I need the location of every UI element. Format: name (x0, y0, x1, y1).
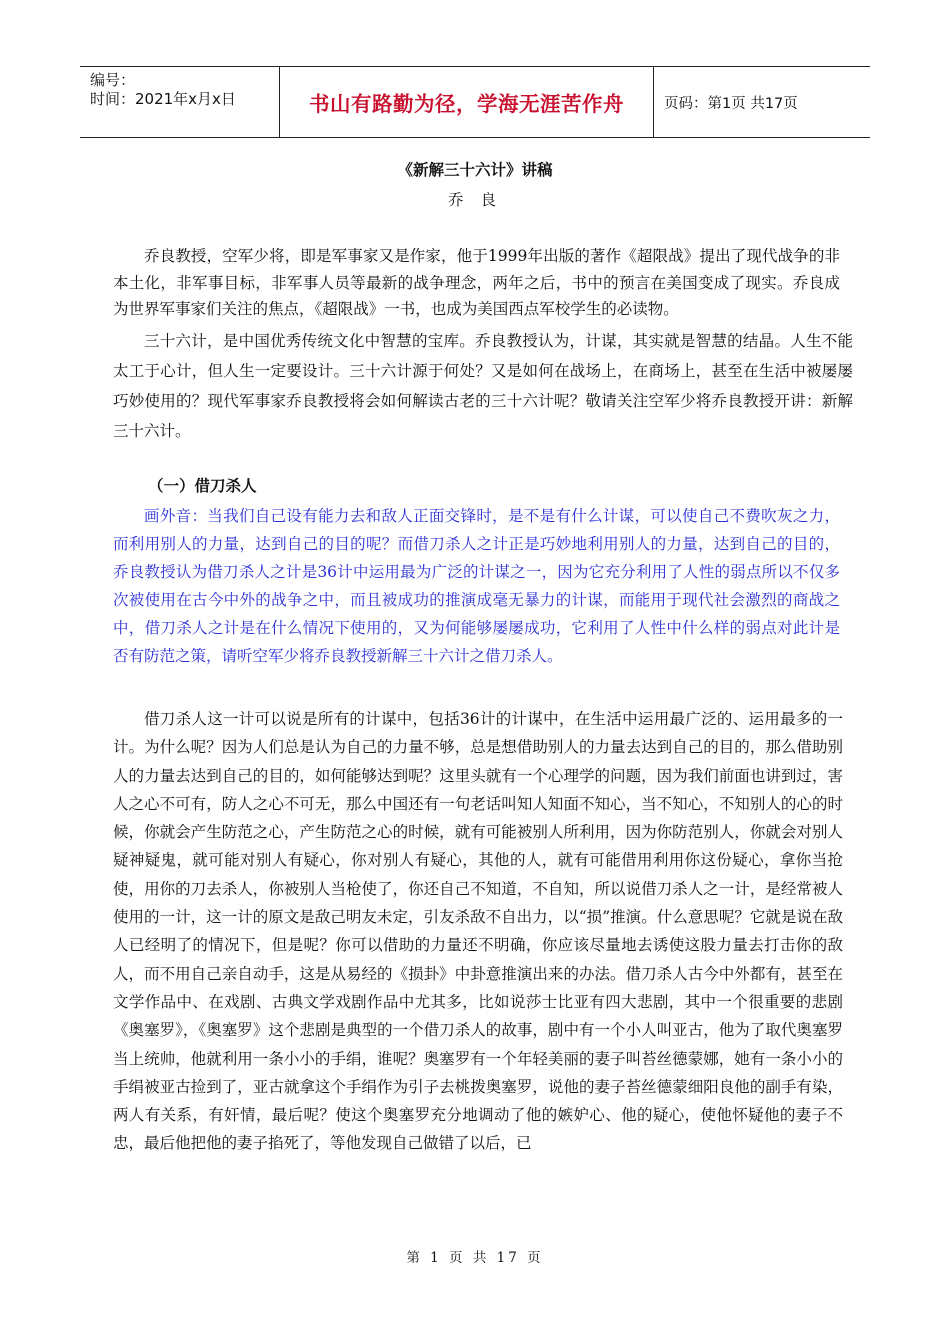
document-author: 乔 良 (448, 191, 502, 209)
voiceover-paragraph: 画外音：当我们自己设有能力去和敌人正面交锋时，是不是有什么计谋，可以使自己不费吹灰之力，而利用别人的力量，达到自己的目的呢？而借刀杀人之计正是巧妙地利用别人的力量，达到自己的目的，乔良教授认为借刀杀人之计是36计中运用最为广泛的计谋之一，因为它充分利用了人性的弱点所以不仅多次被使用在古今中外的战争之中，而且被成功的推演成毫无暴力的计谋，而能用于现代社会激烈的商战之中，借刀杀人之计是在什么情况下使用的，又为何能够屡屡成功，它利用了人性中什么样的弱点对此计是否有防范之策，请听空军少将乔良教授新解三十六计之借刀杀人。 (113, 507, 840, 665)
section-heading: （一）借刀杀人 (148, 477, 257, 495)
page-footer: 第 1 页 共 17 页 (406, 1250, 544, 1266)
header-meta-cell (80, 67, 280, 137)
intro-paragraph-2: 三十六计，是中国优秀传统文化中智慧的宝库。乔良教授认为，计谋，其实就是智慧的结晶。人生不能太工于心计，但人生一定要设计。三十六计源于何处？又是如何在战场上，在商场上，甚至在生活中被屡屡巧妙使用的？现代军事家乔良教授将会如何解读古老的三十六计呢？敬请关注空军少将乔良教授开讲：新解三十六计。 (113, 332, 853, 440)
number-label: 编号： (90, 71, 136, 89)
header-motto: 书山有路勤为径，学海无涯苦作舟 (280, 67, 654, 137)
document-title: 《新解三十六计》讲稿 (397, 161, 553, 179)
header-page-label: 页码：第1页 共17页 (664, 95, 798, 112)
intro-paragraph-1: 乔良教授，空军少将，即是军事家又是作家，他于1999年出版的著作《超限战》提出了现代战争的非本土化，非军事目标，非军事人员等最新的战争理念，两年之后，书中的预言在美国变成了现实。乔良成为世界军事家们关注的焦点，《超限战》一书，也成为美国西点军校学生的必读物。 (113, 247, 840, 318)
main-paragraph: 借刀杀人这一计可以说是所有的计谋中，包括36计的计谋中，在生活中运用最广泛的、运用最多的一计。为什么呢？因为人们总是认为自己的力量不够，总是想借助别人的力量去达到自己的目的，那么借助别人的力量去达到自己的目的，如何能够达到呢？这里头就有一个心理学的问题，因为我们前面也讲到过，害人之心不可有，防人之心不可无，那么中国还有一句老话叫知人知面不知心，当不知心，不知别人的心的时候，你就会产生防范之心，产生防范之心的时候，就有可能被别人所利用，因为你防范别人，你就会对别人疑神疑鬼，就可能对别人有疑心，你对别人有疑心，其他的人，就有可能借用利用你这份疑心，拿你当抢使，用你的刀去杀人，你被别人当枪使了，你还自己不知道，不自知，所以说借刀杀人之一计，是经常被人使用的一计，这一计的原文是敌己明友未定，引友杀敌不自出力，以“损”推演。什么意思呢？它就是说在敌人已经明了的情况下，但是呢？你可以借助的力量还不明确，你应该尽量地去诱使这股力量去打击你的敌人，而不用自己亲自动手，这是从易经的《损卦》中卦意推演出来的办法。借刀杀人古今中外都有，甚至在文学作品中、在戏剧、古典文学戏剧作品中尤其多，比如说莎士比亚有四大悲剧，其中一个很重要的悲剧《奥塞罗》，《奥塞罗》这个悲剧是典型的一个借刀杀人的故事，剧中有一个小人叫亚古，他为了取代奥塞罗当上统帅，他就利用一条小小的手绢，谁呢？奥塞罗有一个年轻美丽的妻子叫苔丝德蒙娜，她有一条小小的手绢被亚古捡到了，亚古就拿这个手绢作为引子去桃拨奥塞罗，说他的妻子苔丝德蒙细阳良他的副手有染，两人有关系，有奸情，最后呢？使这个奥塞罗充分地调动了他的嫉妒心、他的疑心，使他怀疑他的妻子不忠，最后他把他的妻子掐死了，等他发现自己做错了以后，已 (113, 710, 843, 1153)
document-header (80, 66, 870, 138)
date-label: 时间：2021年x月x日 (90, 90, 236, 108)
